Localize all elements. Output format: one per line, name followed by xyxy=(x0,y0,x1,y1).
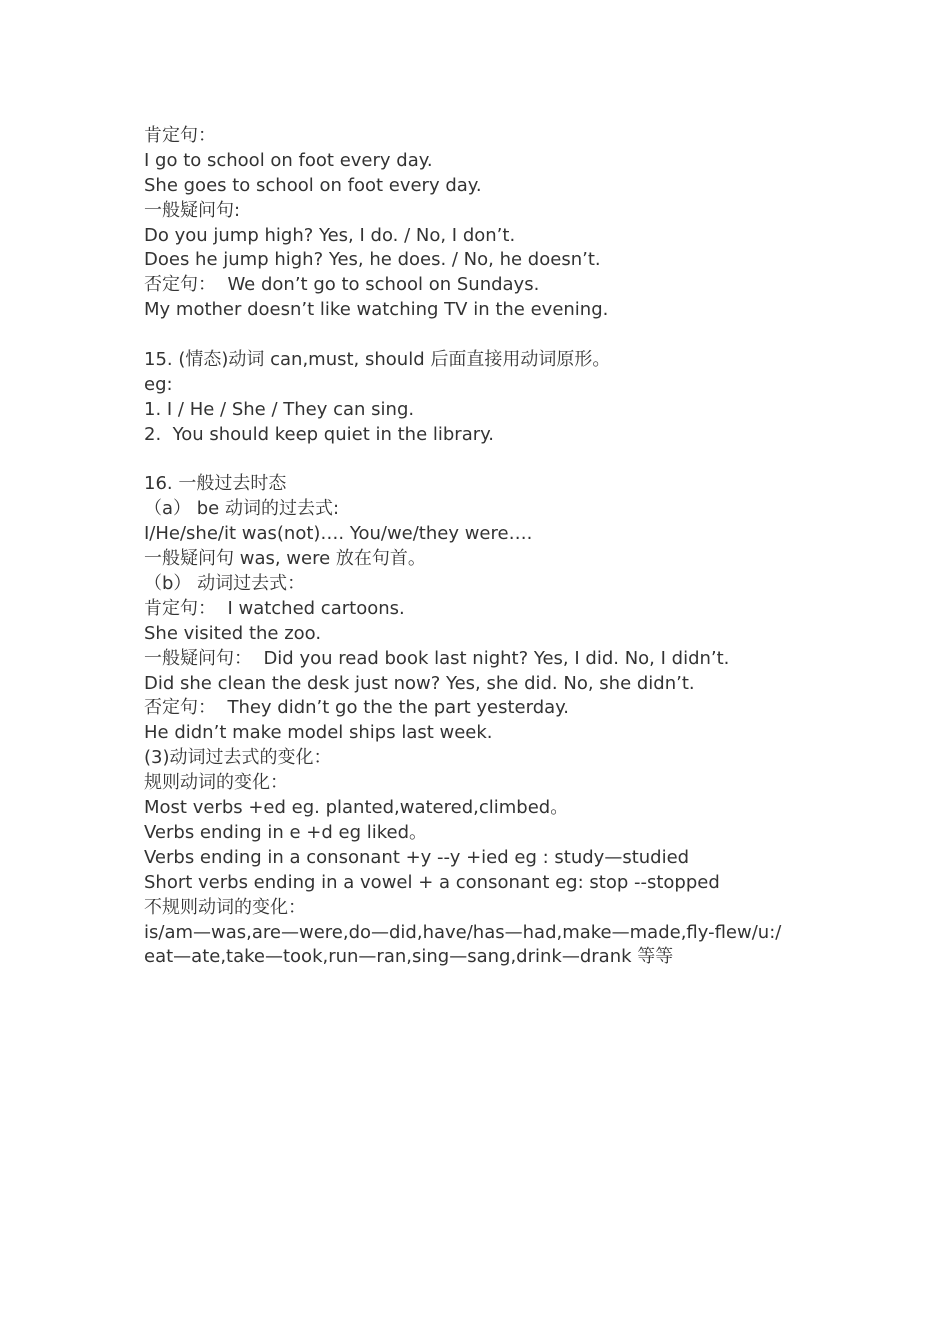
text-line: 一般疑问句： Did you read book last night? Yes, I did. No, I didn’t. xyxy=(144,647,730,669)
text-line: He didn’t make model ships last week. xyxy=(144,722,493,744)
section-heading: 15. (情态)动词 can,must, should 后面直接用动词原形。 xyxy=(144,349,611,371)
text-line: Verbs ending in a consonant +y --y +ied eg : study—studied xyxy=(144,846,690,868)
section-heading: 16. 一般过去时态 xyxy=(144,473,287,495)
text-line: 一般疑问句: xyxy=(144,199,241,221)
text-line: She goes to school on foot every day. xyxy=(144,174,482,196)
text-line: 肯定句： xyxy=(144,125,216,146)
text-line: 否定句： They didn’t go the the part yesterday. xyxy=(144,697,569,719)
text-line: Most verbs +ed eg. planted,watered,climbed。 xyxy=(144,797,569,819)
text-line: 1. I / He / She / They can sing. xyxy=(144,398,415,420)
text-line: eg: xyxy=(144,373,173,395)
text-line: 肯定句： I watched cartoons. xyxy=(144,597,405,619)
text-line: 2. You should keep quiet in the library. xyxy=(144,423,494,445)
text-line: Short verbs ending in a vowel + a consonant eg: stop --stopped xyxy=(144,871,720,893)
text-line: I/He/she/it was(not)…. You/we/they were…. xyxy=(144,523,533,545)
document-body xyxy=(144,124,904,970)
text-line: Did she clean the desk just now? Yes, she did. No, she didn’t. xyxy=(144,672,695,694)
text-line: Verbs ending in e +d eg liked。 xyxy=(144,821,428,843)
text-line: 否定句： We don’t go to school on Sundays. xyxy=(144,274,540,296)
text-line: She visited the zoo. xyxy=(144,622,322,644)
blank-line xyxy=(144,323,904,348)
blank-line xyxy=(144,448,904,473)
text-line: 规则动词的变化： xyxy=(144,772,288,794)
text-line: Does he jump high? Yes, he does. / No, he doesn’t. xyxy=(144,249,601,271)
text-line: （a） be 动词的过去式: xyxy=(144,498,340,520)
text-line: is/am—was,are—were,do—did,have/has—had,make—made,fly-flew/u:/ xyxy=(144,921,782,943)
text-line: (3)动词过去式的变化： xyxy=(144,747,332,769)
text-line: I go to school on foot every day. xyxy=(144,149,433,171)
text-line: （b） 动词过去式： xyxy=(144,573,306,595)
text-line: 一般疑问句 was, were 放在句首。 xyxy=(144,548,426,570)
text-line: 不规则动词的变化： xyxy=(144,896,306,918)
text-line: eat—ate,take—took,run—ran,sing—sang,drink—drank 等等 xyxy=(144,946,674,968)
text-line: My mother doesn’t like watching TV in the evening. xyxy=(144,299,609,321)
text-line: Do you jump high? Yes, I do. / No, I don’t. xyxy=(144,224,516,246)
